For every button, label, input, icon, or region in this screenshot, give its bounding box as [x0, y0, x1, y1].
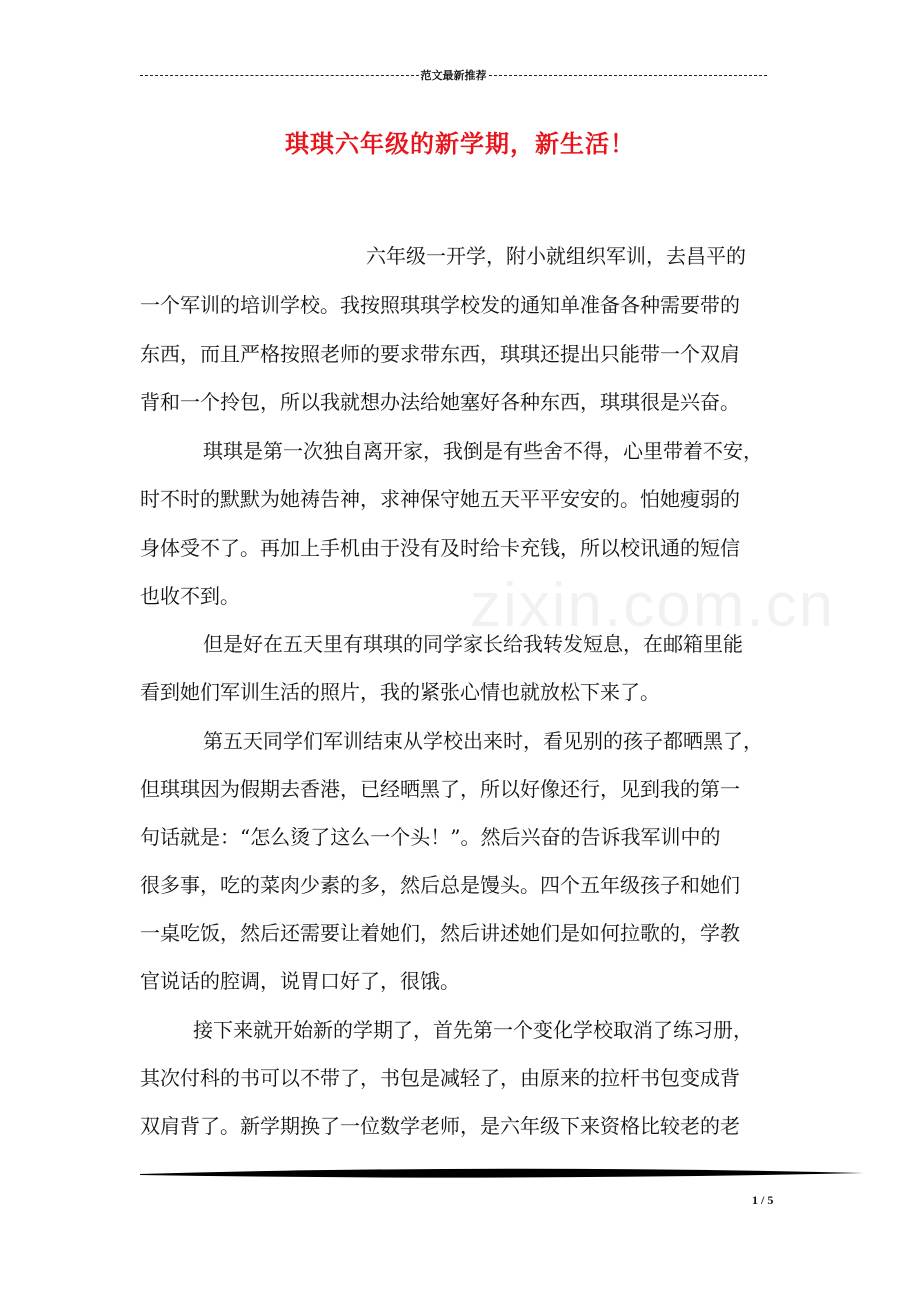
body-line: 身体受不了。再加上手机由于没有及时给卡充钱，所以校讯通的短信 — [140, 536, 740, 560]
body-line: 但琪琪因为假期去香港，已经晒黑了，所以好像还行，见到我的第一 — [140, 777, 740, 801]
document-title: 琪琪六年级的新学期，新生活！ — [285, 129, 635, 158]
body-line: 一个军训的培训学校。我按照琪琪学校发的通知单准备各种需要带的 — [140, 293, 740, 317]
body-line: 但是好在五天里有琪琪的同学家长给我转发短息，在邮箱里能 — [203, 632, 743, 656]
body-line: 很多事，吃的菜肉少素的多，然后总是馒头。四个五年级孩子和她们 — [140, 873, 740, 897]
header-dashes-left — [140, 75, 419, 76]
body-line: 东西，而且严格按照老师的要求带东西，琪琪还提出只能带一个双肩 — [140, 342, 740, 366]
body-line: 双肩背了。新学期换了一位数学老师，是六年级下来资格比较老的老 — [140, 1114, 740, 1138]
body-line: 句话就是：“怎么烫了这么一个头！”。然后兴奋的告诉我军训中的 — [140, 825, 721, 849]
body-line: 时不时的默默为她祷告神，求神保守她五天平平安安的。怕她瘦弱的 — [140, 487, 740, 511]
page-number: 1 / 5 — [752, 1193, 774, 1207]
page-header — [140, 66, 767, 84]
body-line: 看到她们军训生活的照片，我的紧张心情也就放松下来了。 — [140, 680, 660, 704]
watermark: zixin.com.cn — [470, 571, 836, 640]
header-dashes-right — [489, 75, 768, 76]
body-line: 琪琪是第一次独自离开家，我倒是有些舍不得，心里带着不安， — [203, 439, 763, 463]
body-line: 六年级一开学，附小就组织军训，去昌平的 — [366, 244, 746, 268]
body-line: 也收不到。 — [140, 584, 240, 608]
body-line: 背和一个拎包，所以我就想办法给她塞好各种东西，琪琪很是兴奋。 — [140, 390, 740, 414]
body-line: 一桌吃饭，然后还需要让着她们，然后讲述她们是如何拉歌的，学教 — [140, 921, 740, 945]
header-label: 范文最新推荐 — [420, 70, 487, 82]
body-line: 接下来就开始新的学期了，首先第一个变化学校取消了练习册， — [193, 1018, 753, 1042]
body-line: 第五天同学们军训结束从学校出来时，看见别的孩子都晒黑了， — [203, 729, 763, 753]
footer-rule — [140, 1167, 864, 1181]
body-line: 其次付科的书可以不带了，书包是减轻了，由原来的拉杆书包变成背 — [140, 1066, 740, 1090]
body-line: 官说话的腔调，说胃口好了，很饿。 — [140, 969, 460, 993]
